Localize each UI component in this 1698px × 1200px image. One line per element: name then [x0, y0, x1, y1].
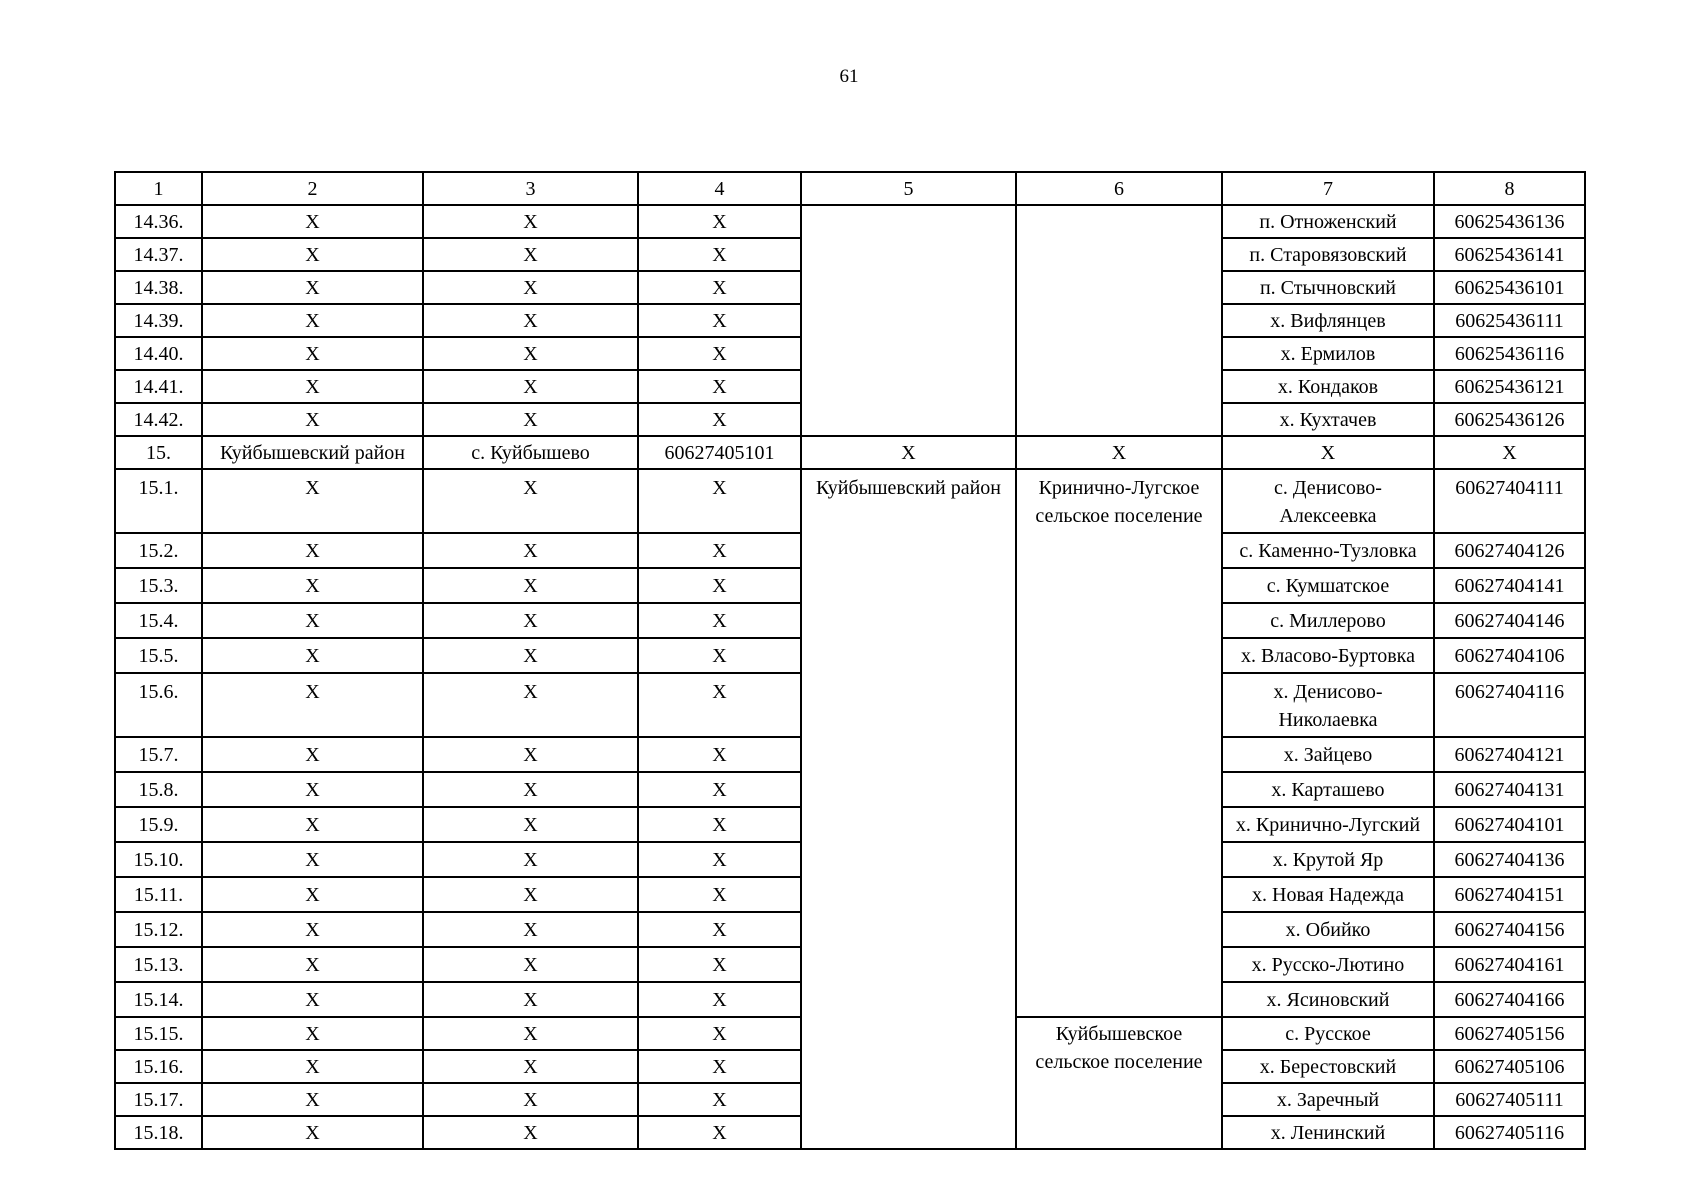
page-number: 61: [839, 66, 859, 87]
table-cell: X: [202, 337, 423, 370]
table-row: [115, 436, 1585, 469]
table-cell: X: [202, 1050, 423, 1083]
settlement-cell: х. Зайцево: [1222, 737, 1434, 772]
oktmo-code-cell: 60627405106: [1434, 1050, 1585, 1083]
table-cell: X: [202, 238, 423, 271]
row-number-cell: 15.3.: [115, 568, 202, 603]
table-cell: X: [202, 1083, 423, 1116]
row-number-cell: 15.: [115, 436, 202, 469]
table-cell: X: [1016, 436, 1222, 469]
row-number-cell: 15.15.: [115, 1017, 202, 1050]
table-cell: X: [423, 842, 638, 877]
table-cell: X: [423, 1017, 638, 1050]
header-cell: 1: [115, 172, 202, 205]
table-cell: X: [202, 1017, 423, 1050]
table-cell: X: [423, 403, 638, 436]
oktmo-code-cell: 60625436121: [1434, 370, 1585, 403]
table-cell: X: [638, 205, 801, 238]
table-cell: X: [202, 533, 423, 568]
table-cell: X: [638, 1083, 801, 1116]
table-cell: X: [638, 271, 801, 304]
table-cell: X: [202, 807, 423, 842]
oktmo-code-cell: 60627404166: [1434, 982, 1585, 1017]
table-cell: X: [423, 673, 638, 737]
settlement-cell: х. Заречный: [1222, 1083, 1434, 1116]
table-cell: X: [638, 1017, 801, 1050]
table-cell: Куйбышевский район: [202, 436, 423, 469]
oktmo-code-cell: 60627404101: [1434, 807, 1585, 842]
oktmo-code-cell: 60625436101: [1434, 271, 1585, 304]
table-cell: X: [638, 772, 801, 807]
table-cell: X: [423, 205, 638, 238]
oktmo-code-cell: 60627404156: [1434, 912, 1585, 947]
header-cell: 5: [801, 172, 1016, 205]
settlement-cell: с. Русское: [1222, 1017, 1434, 1050]
table-cell: X: [423, 947, 638, 982]
table-cell: X: [423, 1050, 638, 1083]
table-cell: X: [423, 337, 638, 370]
table-cell: X: [202, 912, 423, 947]
table-cell: X: [638, 337, 801, 370]
row-number-cell: 15.14.: [115, 982, 202, 1017]
table-cell: X: [423, 912, 638, 947]
table-cell: X: [423, 238, 638, 271]
table-cell: X: [638, 469, 801, 533]
table-cell: X: [423, 737, 638, 772]
row-number-cell: 15.17.: [115, 1083, 202, 1116]
header-cell: 4: [638, 172, 801, 205]
table-cell: X: [638, 842, 801, 877]
table-cell: X: [202, 271, 423, 304]
table-cell: X: [202, 772, 423, 807]
table-cell: X: [202, 304, 423, 337]
table-cell: X: [202, 877, 423, 912]
settlement-cell: х. Карташево: [1222, 772, 1434, 807]
table-cell: X: [1434, 436, 1585, 469]
settlement-cell: х. Русско-Лютино: [1222, 947, 1434, 982]
table-cell: X: [202, 982, 423, 1017]
settlement-cell: с. Миллерово: [1222, 603, 1434, 638]
row-number-cell: 14.39.: [115, 304, 202, 337]
header-cell: 3: [423, 172, 638, 205]
table-cell: X: [423, 877, 638, 912]
table-cell: X: [638, 912, 801, 947]
table-cell: X: [423, 271, 638, 304]
settlement-group-cell: Куйбышевское сельское поселение: [1016, 1017, 1222, 1149]
oktmo-code-cell: 60625436116: [1434, 337, 1585, 370]
table-cell: X: [638, 737, 801, 772]
table-cell: X: [423, 304, 638, 337]
oktmo-code-cell: 60627405111: [1434, 1083, 1585, 1116]
row-number-cell: 15.2.: [115, 533, 202, 568]
table-cell: X: [638, 947, 801, 982]
header-row: [115, 172, 1585, 205]
row-number-cell: 15.7.: [115, 737, 202, 772]
table-cell: X: [202, 737, 423, 772]
settlement-cell: х. Обийко: [1222, 912, 1434, 947]
oktmo-code-cell: 60627404121: [1434, 737, 1585, 772]
oktmo-code-cell: 60627404161: [1434, 947, 1585, 982]
oktmo-code-cell: 60627404116: [1434, 673, 1585, 737]
table-cell: 60627405101: [638, 436, 801, 469]
oktmo-code-cell: 60627404146: [1434, 603, 1585, 638]
settlement-cell: х. Ермилов: [1222, 337, 1434, 370]
oktmo-code-cell: 60625436126: [1434, 403, 1585, 436]
settlement-cell: х. Ленинский: [1222, 1116, 1434, 1149]
settlement-cell: х. Ясиновский: [1222, 982, 1434, 1017]
table-cell: X: [202, 1116, 423, 1149]
table-cell: X: [638, 403, 801, 436]
oktmo-code-cell: 60625436141: [1434, 238, 1585, 271]
table-cell: X: [423, 982, 638, 1017]
row-number-cell: 15.9.: [115, 807, 202, 842]
table-cell: X: [638, 982, 801, 1017]
row-number-cell: 14.42.: [115, 403, 202, 436]
header-cell: 6: [1016, 172, 1222, 205]
oktmo-code-cell: 60627404151: [1434, 877, 1585, 912]
table-cell: X: [423, 469, 638, 533]
oktmo-code-cell: 60627404131: [1434, 772, 1585, 807]
table-cell: X: [202, 469, 423, 533]
row-number-cell: 15.10.: [115, 842, 202, 877]
row-number-cell: 15.4.: [115, 603, 202, 638]
row-number-cell: 15.5.: [115, 638, 202, 673]
settlements-table: [114, 171, 1586, 1150]
table-cell: X: [423, 638, 638, 673]
row-number-cell: 15.11.: [115, 877, 202, 912]
table-cell: X: [202, 947, 423, 982]
oktmo-code-cell: 60627405156: [1434, 1017, 1585, 1050]
row-number-cell: 15.13.: [115, 947, 202, 982]
row-number-cell: 15.8.: [115, 772, 202, 807]
table-cell: X: [202, 603, 423, 638]
oktmo-code-cell: 60627404111: [1434, 469, 1585, 533]
header-cell: 2: [202, 172, 423, 205]
settlement-cell: х. Кондаков: [1222, 370, 1434, 403]
settlement-cell: х. Вифлянцев: [1222, 304, 1434, 337]
settlement-group-cell: Кринично-Лугское сельское поселение: [1016, 469, 1222, 1017]
table-cell: X: [423, 1116, 638, 1149]
merged-empty-cell: [801, 205, 1016, 436]
oktmo-code-cell: 60627404106: [1434, 638, 1585, 673]
table-cell: X: [638, 877, 801, 912]
table-cell: X: [423, 1083, 638, 1116]
table-cell: X: [638, 603, 801, 638]
table-row: [115, 469, 1585, 533]
table-cell: X: [423, 603, 638, 638]
settlement-cell: х. Денисово-Николаевка: [1222, 673, 1434, 737]
settlement-cell: с. Каменно-Тузловка: [1222, 533, 1434, 568]
table-cell: X: [423, 370, 638, 403]
oktmo-code-cell: 60627404141: [1434, 568, 1585, 603]
table-cell: X: [638, 1050, 801, 1083]
table-cell: X: [638, 638, 801, 673]
table-cell: X: [423, 568, 638, 603]
settlement-cell: х. Власово-Буртовка: [1222, 638, 1434, 673]
table-cell: X: [202, 403, 423, 436]
settlement-cell: п. Отноженский: [1222, 205, 1434, 238]
row-number-cell: 14.36.: [115, 205, 202, 238]
district-cell: Куйбышевский район: [801, 469, 1016, 1149]
table-cell: X: [638, 568, 801, 603]
header-cell: 7: [1222, 172, 1434, 205]
table-cell: X: [202, 638, 423, 673]
oktmo-code-cell: 60627405116: [1434, 1116, 1585, 1149]
table-cell: X: [638, 533, 801, 568]
settlement-cell: с. Денисово-Алексеевка: [1222, 469, 1434, 533]
row-number-cell: 14.38.: [115, 271, 202, 304]
settlement-cell: п. Стычновский: [1222, 271, 1434, 304]
row-number-cell: 15.18.: [115, 1116, 202, 1149]
merged-empty-cell: [1016, 205, 1222, 436]
settlement-cell: х. Новая Надежда: [1222, 877, 1434, 912]
table-cell: X: [423, 807, 638, 842]
settlement-cell: х. Крутой Яр: [1222, 842, 1434, 877]
table-cell: X: [423, 772, 638, 807]
table-cell: X: [638, 673, 801, 737]
oktmo-code-cell: 60627404126: [1434, 533, 1585, 568]
row-number-cell: 15.1.: [115, 469, 202, 533]
oktmo-code-cell: 60625436136: [1434, 205, 1585, 238]
row-number-cell: 14.37.: [115, 238, 202, 271]
table-cell: X: [801, 436, 1016, 469]
table-cell: X: [1222, 436, 1434, 469]
table-cell: X: [638, 238, 801, 271]
row-number-cell: 14.41.: [115, 370, 202, 403]
table-cell: X: [202, 842, 423, 877]
settlement-cell: х. Берестовский: [1222, 1050, 1434, 1083]
oktmo-code-cell: 60627404136: [1434, 842, 1585, 877]
table-cell: X: [638, 1116, 801, 1149]
table-cell: X: [638, 304, 801, 337]
table-cell: X: [638, 807, 801, 842]
row-number-cell: 15.6.: [115, 673, 202, 737]
row-number-cell: 15.12.: [115, 912, 202, 947]
row-number-cell: 15.16.: [115, 1050, 202, 1083]
table-row: [115, 205, 1585, 238]
settlement-cell: п. Старовязовский: [1222, 238, 1434, 271]
header-cell: 8: [1434, 172, 1585, 205]
row-number-cell: 14.40.: [115, 337, 202, 370]
table-cell: с. Куйбышево: [423, 436, 638, 469]
table-cell: X: [202, 370, 423, 403]
settlement-cell: с. Кумшатское: [1222, 568, 1434, 603]
table-cell: X: [202, 205, 423, 238]
table-cell: X: [202, 673, 423, 737]
table-cell: X: [202, 568, 423, 603]
oktmo-code-cell: 60625436111: [1434, 304, 1585, 337]
table-cell: X: [638, 370, 801, 403]
settlement-cell: х. Кринично-Лугский: [1222, 807, 1434, 842]
table-cell: X: [423, 533, 638, 568]
settlement-cell: х. Кухтачев: [1222, 403, 1434, 436]
